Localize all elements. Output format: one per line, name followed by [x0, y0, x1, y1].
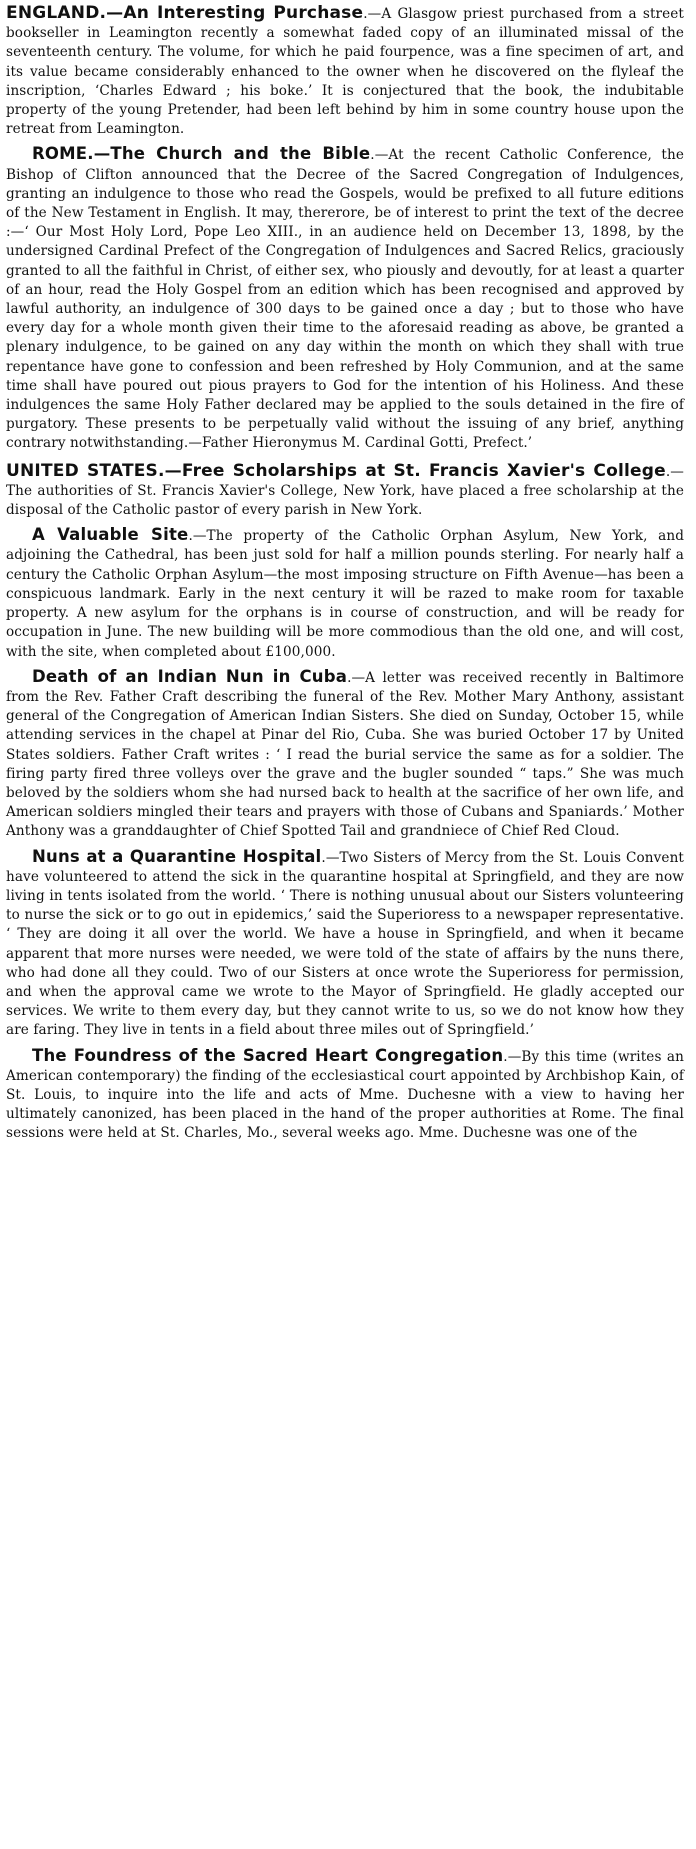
article-heading: Death of an Indian Nun in Cuba	[32, 666, 348, 686]
article-quarantine-hospital	[6, 847, 684, 1041]
article-valuable-site	[6, 525, 684, 661]
article-england	[6, 4, 684, 139]
article-body: .—A letter was received recently in Baltimore from the Rev. Father Craft describing the funeral of the Rev. Mother Mary Anthony, assistant general of the Congregation of American Indian Sisters. She died on Sunday, October 15, while attending services in the chapel at Pinar del Rio, Cuba. She was buried October 17 by United States soldiers. Father Craft writes : ‘ I read the burial service the same as for a soldier. The firing party fired three volleys over the grave and the bugler sounded “ taps.” She was much beloved by the soldiers whom she had nursed back to health at the sacrifice of her own life, and American soldiers mingled their tears and prayers with those of Cubans and Spaniards.’ Mother Anthony was a granddaughter of Chief Spotted Tail and grandniece of Chief Red Cloud.	[6, 669, 684, 840]
article-united-states	[6, 462, 684, 521]
article-heading: ROME.—The Church and the Bible	[32, 144, 371, 164]
article-body: .—Two Sisters of Mercy from the St. Louis Convent have volunteered to attend the sick in the quarantine hospital at Springfield, and they are now living in tents isolated from the world. ‘ There is nothing unusual about our Sisters volunteering to nurse the sick or to go out in epidemics,’ said the Superioress to a newspaper representative. ‘ They are doing it all over the world. We have a house in Springfield, and when it became apparent that more nurses were needed, we were told of the state of affairs by the nuns there, who had done all they could. Two of our Sisters at once wrote the Superioress for permission, and when the approval came we wrote to the Mayor of Springfield. He gladly accepted our services. We write to them every day, but they cannot write to us, so we do not know how they are faring. They live in tents in a field about three miles out of Springfield.’	[6, 849, 684, 1039]
article-rome	[6, 144, 684, 453]
article-indian-nun	[6, 667, 684, 842]
article-body: .—The authorities of St. Francis Xavier's College, New York, have placed a free scholarship at the disposal of the Catholic pastor of every parish in New York.	[6, 463, 684, 519]
article-body: .—At the recent Catholic Conference, the Bishop of Clifton announced that the Decree of the Sacred Congregation of Indulgences, granting an indulgence to those who read the Gospels, would be prefixed to all future editions of the New Testament in English. It may, thererore, be of interest to print the text of the decree :—‘ Our Most Holy Lord, Pope Leo XIII., in an audience held on December 13, 1898, by the undersigned Cardinal Prefect of the Congregation of Indulgences and Sacred Relics, graciously granted to all the faithful in Christ, of either sex, who piously and devoutly, for at least a quarter of an hour, read the Holy Gospel from an edition which has been recognised and approved by lawful authority, an indulgence of 300 days to be gained once a day ; but to those who have every day for a whole month given their time to the aforesaid reading as above, be granted a plenary indulgence, to be gained on any day within the month on which they shall with true repentance have gone to confession and been refreshed by Holy Communion, and at the same time shall have poured out pious prayers to God for the intention of his Holiness. And these indulgences the same Holy Father declared may be applied to the souls detained in the fire of purgatory. These presents to be perpetually valid without the issuing of any brief, anything contrary notwithstanding.—Father Hieronymus M. Cardinal Gotti, Prefect.’	[6, 147, 684, 452]
article-heading: A Valuable Site	[32, 525, 189, 545]
article-heading: ENGLAND.—An Interesting Purchase	[6, 3, 364, 23]
article-heading: UNITED STATES.—Free Scholarships at St. Francis Xavier's College	[6, 460, 666, 481]
article-sacred-heart	[6, 1046, 684, 1144]
article-body: .—By this time (writes an American contemporary) the finding of the ecclesiastical court appointed by Archbishop Kain, of St. Louis, to inquire into the life and acts of Mme. Duchesne with a view to having her ultimately canonized, has been placed in the hand of the proper authorities at Rome. The final sessions were held at St. Charles, Mo., several weeks ago. Mme. Duchesne was one of the	[6, 1048, 684, 1142]
article-body: .—A Glasgow priest purchased from a street bookseller in Leamington recently a somewhat faded copy of an illuminated missal of the seventeenth century. The volume, for which he paid fourpence, was a fine specimen of art, and its value became considerably enhanced to the owner when he discovered on the flyleaf the inscription, ‘Charles Edward ; his boke.’ It is conjectured that the book, the indubitable property of the young Pretender, had been left behind by him in some country house upon the retreat from Leamington.	[6, 6, 684, 138]
article-body: .—The property of the Catholic Orphan Asylum, New York, and adjoining the Cathedral, has been just sold for half a million pounds sterling. For nearly half a century the Catholic Orphan Asylum—the most imposing structure on Fifth Avenue—has been a conspicuous landmark. Early in the next century it will be razed to make room for taxable property. A new asylum for the orphans is in course of construction, and will be ready for occupation in June. The new building will be more commodious than the old one, and will cost, with the site, when completed about £100,000.	[6, 528, 684, 660]
article-heading: Nuns at a Quarantine Hospital	[32, 846, 322, 866]
article-heading: The Foundress of the Sacred Heart Congregation	[32, 1045, 504, 1065]
